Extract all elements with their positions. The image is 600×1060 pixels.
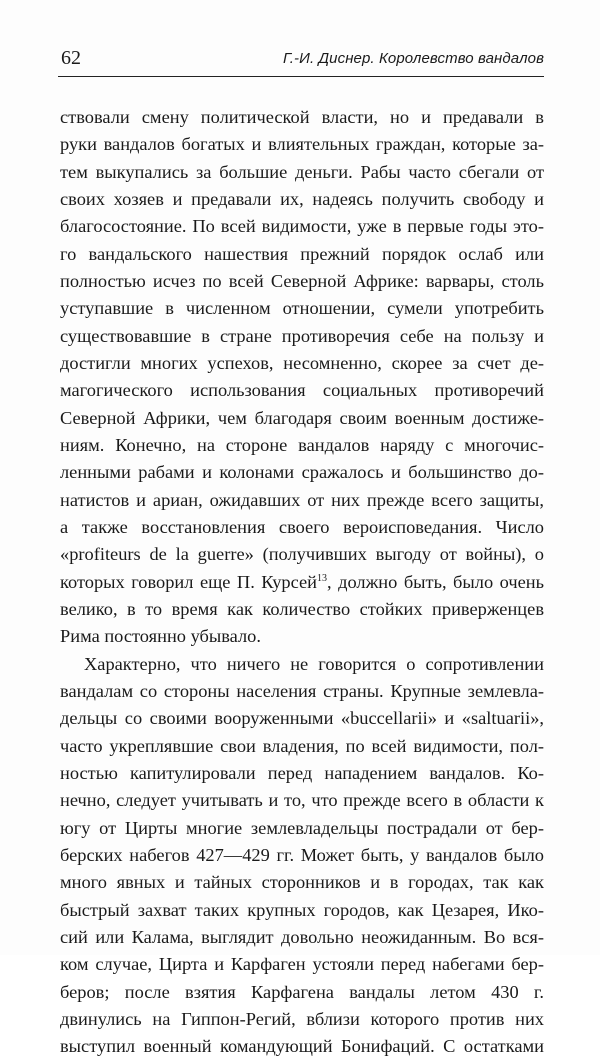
text-line: беров; после взятия Карфагена вандалы летом 430 г. (60, 981, 544, 1002)
text-line: нечно, следует учитывать и то, что прежде всего в области к (60, 790, 544, 811)
text-line: тем выкупались за большие деньги. Рабы часто сбегали от (60, 161, 544, 182)
paragraph-1 (60, 104, 544, 651)
text-line: сий или Калама, выглядит довольно неожиданным. Во вся- (60, 926, 544, 947)
page-number: 62 (61, 47, 81, 69)
text-line-with-footnote (60, 569, 544, 596)
text-line: вандалам со стороны населения страны. Крупные землевла- (60, 680, 544, 701)
text-line: полностью исчез по всей Северной Африке: варвары, столь (60, 270, 544, 291)
text-line: а также восстановления своего вероисповедания. Число (60, 516, 544, 537)
text-line: берских набегов 427—429 гг. Может быть, у вандалов было (60, 844, 544, 865)
text-line: ленными рабами и колонами сражалось и большинство до- (60, 462, 544, 483)
text-line: ствовали смену политической власти, но и предавали в (60, 107, 544, 127)
text-line: югу от Цирты многие землевладельцы пострадали от бер- (60, 817, 544, 838)
page-header (60, 44, 544, 74)
text-line: выступил военный командующий Бонифаций. С остатками (60, 1036, 544, 1057)
text-line: ностью капитулировали перед нападением вандалов. Ко- (60, 762, 544, 783)
text-line: магогического использования социальных противоречий (60, 380, 544, 401)
text-line: руки вандалов богатых и влиятельных граждан, которые за- (60, 134, 544, 155)
text-line: Северной Африки, чем благодаря своим военным достиже- (60, 407, 544, 428)
text-line: уступавшие в численном отношении, сумели употребить (60, 298, 544, 319)
text-line: ниям. Конечно, на стороне вандалов наряду с многочис- (60, 434, 544, 455)
text-line: велико, в то время как количество стойких приверженцев (60, 598, 544, 619)
text-line: достигли многих успехов, несомненно, скорее за счет де- (60, 352, 544, 373)
text-line: натистов и ариан, ожидавших от них прежде всего защиты, (60, 489, 544, 510)
text-line: своих хозяев и предавали их, надеясь получить свободу и (60, 188, 544, 209)
text-line: много явных и тайных сторонников и в городах, так как (60, 872, 544, 893)
paragraph-2 (60, 651, 544, 1060)
text-line: го вандальского нашествия прежний порядок ослаб или (60, 243, 544, 264)
text-line: Характерно, что ничего не говорится о сопротивлении (84, 653, 544, 674)
body-text (60, 104, 544, 1060)
text-line: ком случае, Цирта и Карфаген устояли перед набегами бер- (60, 954, 544, 975)
footnote-reference: 13 (316, 572, 327, 584)
text-line: часто укреплявшие свои владения, по всей видимости, пол- (60, 735, 544, 756)
text-fragment: , должно быть, было очень (326, 571, 544, 592)
text-line: двинулись на Гиппон-Регий, вблизи которого против них (60, 1008, 544, 1029)
text-line: существовавшие в стране противоречия себе на пользу и (60, 325, 544, 346)
header-divider (58, 76, 544, 77)
text-fragment: которых говорил еще П. Курсей (60, 571, 317, 592)
text-line: благосостояние. По всей видимости, уже в первые годы это- (60, 216, 544, 237)
text-line: быстрый захват таких крупных городов, как Цезарея, Ико- (60, 899, 544, 920)
text-line: дельцы со своими вооруженными «buccellarii» и «saltuarii», (60, 708, 544, 729)
text-line: «profiteurs de la guerre» (получивших выгоду от войны), о (60, 544, 544, 565)
running-title: Г.-И. Диснер. Королевство вандалов (283, 50, 544, 67)
text-line: Рима постоянно убывало. (60, 626, 261, 647)
